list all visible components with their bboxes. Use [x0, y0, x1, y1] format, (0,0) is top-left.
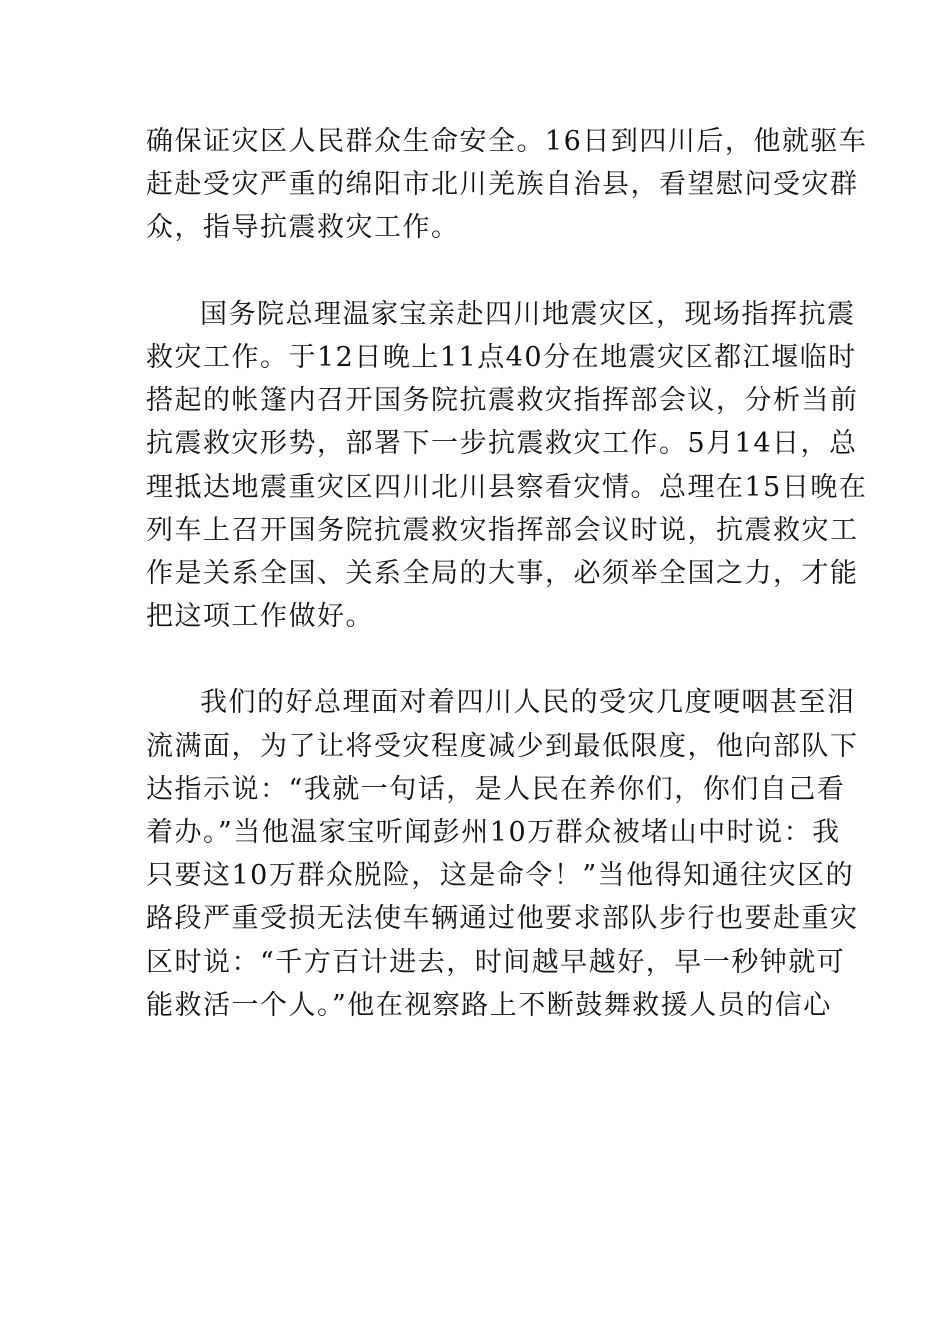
text-line: 把这项工作做好。: [146, 601, 374, 633]
text-line: 着办。”当他温家宝听闻彭州10万群众被堵山中时说：我: [146, 817, 841, 848]
text-line: 救灾工作。于12日晚上11点40分在地震灾区都江堰临时: [146, 341, 857, 373]
text-line: 区时说：“千方百计进去，时间越早越好，早一秒钟就可: [146, 946, 846, 978]
text-line: 国务院总理温家宝亲赴四川地震灾区，现场指挥抗震: [200, 298, 856, 330]
text-line: 赶赴受灾严重的绵阳市北川羌族自治县，看望慰问受灾群: [146, 169, 859, 201]
text-line: 众，指导抗震救灾工作。: [146, 212, 460, 244]
paragraph-spacer: [146, 638, 806, 681]
document-body: [146, 120, 868, 1027]
paragraph-1: [146, 120, 868, 250]
text-line: 搭起的帐篷内召开国务院抗震救灾指挥部会议，分析当前: [146, 385, 859, 417]
text-line: 抗震救灾形势，部署下一步抗震救灾工作。5月14日，总: [146, 428, 858, 460]
text-line: 列车上召开国务院抗震救灾指挥部会议时说，抗震救灾工: [146, 514, 859, 546]
paragraph-spacer: [146, 250, 806, 293]
text-line: 只要这10万群众脱险，这是命令！”当他得知通往灾区的: [146, 860, 855, 892]
text-line: 达指示说：“我就一句话，是人民在养你们，你们自己看: [146, 773, 846, 805]
paragraph-3: [146, 681, 859, 1027]
text-line: 确保证灾区人民群众生命安全。16日到四川后，他就驱车: [146, 126, 868, 157]
text-line: 作是关系全国、关系全局的大事，必须举全国之力，才能: [146, 557, 859, 589]
text-line: 我们的好总理面对着四川人民的受灾几度哽咽甚至泪: [200, 687, 856, 719]
paragraph-2: [146, 293, 868, 639]
text-line: 理抵达地震重灾区四川北川县察看灾情。总理在15日晚在: [146, 471, 868, 503]
text-line: 路段严重受损无法使车辆通过他要求部队步行也要赴重灾: [146, 903, 859, 935]
text-line: 流满面，为了让将受灾程度减少到最低限度，他向部队下: [146, 730, 859, 762]
text-line: 能救活一个人。”他在视察路上不断鼓舞救援人员的信心: [146, 989, 832, 1021]
